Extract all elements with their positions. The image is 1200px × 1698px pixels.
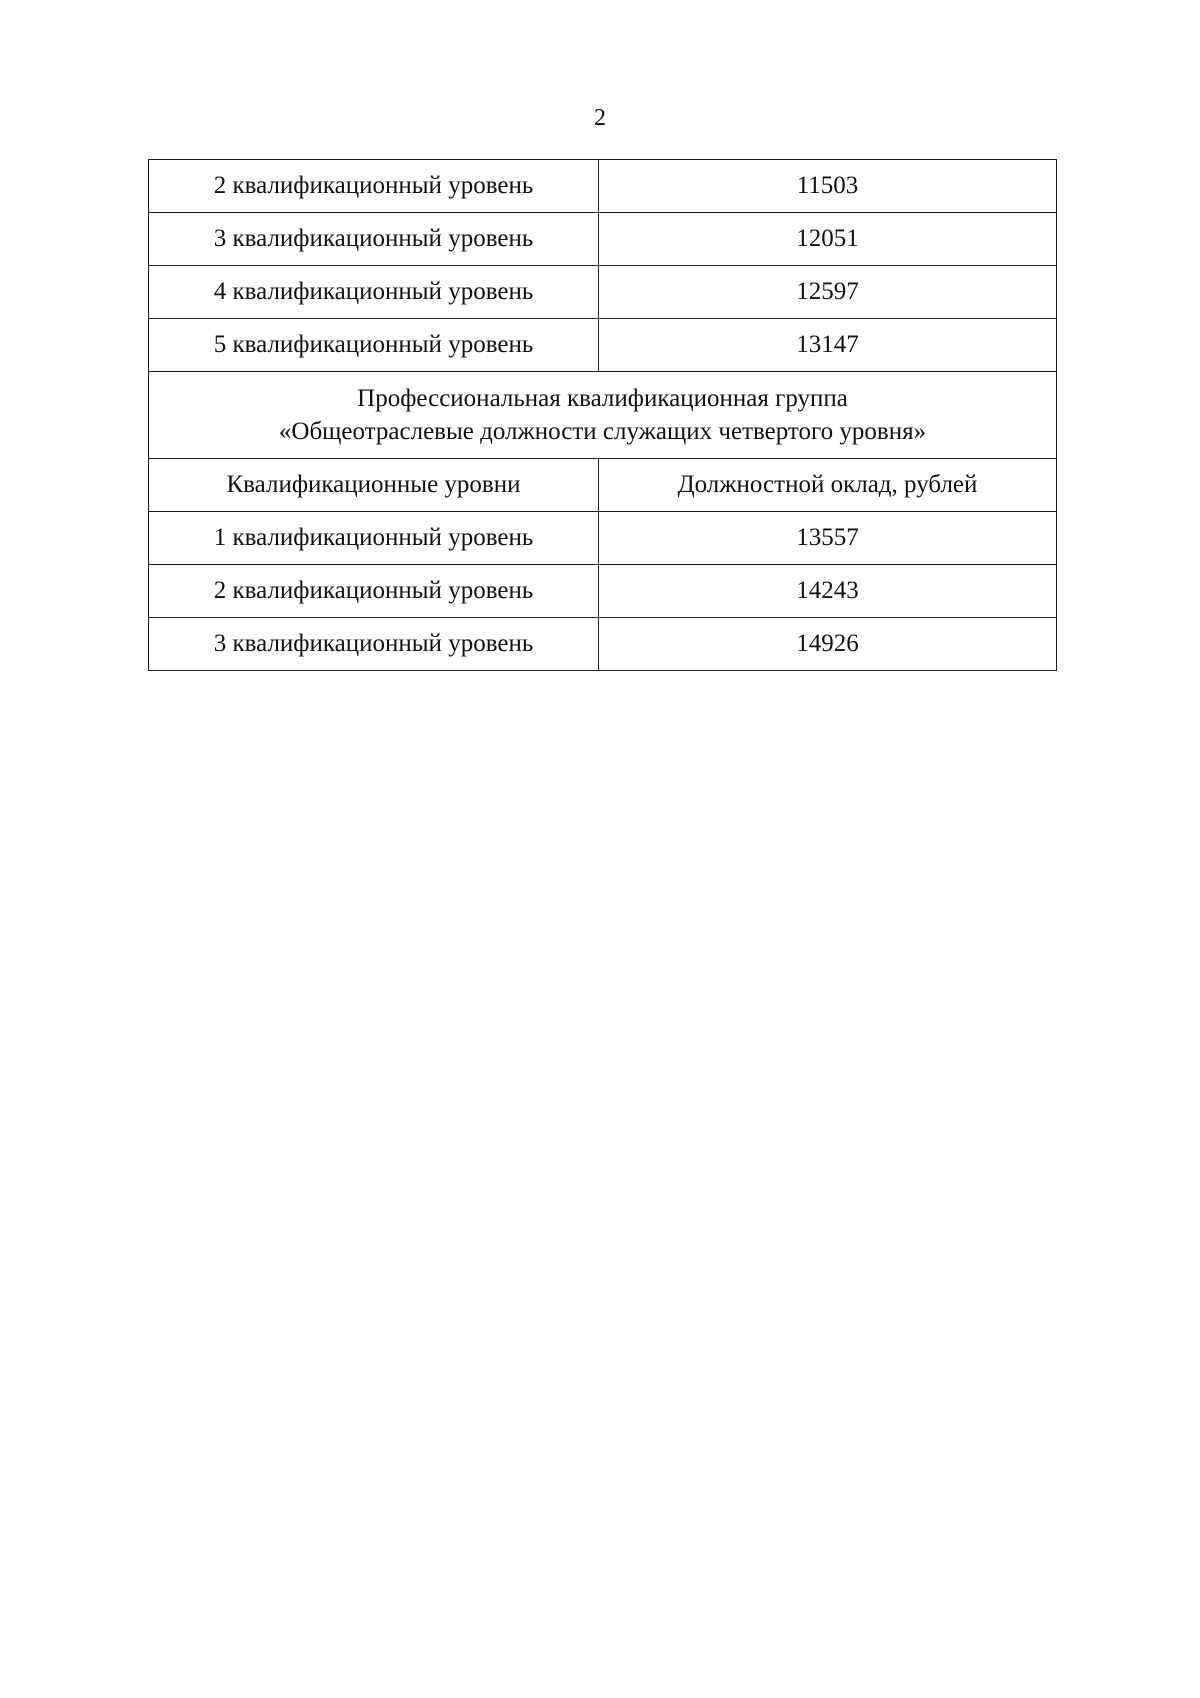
table-row xyxy=(149,319,1057,372)
salary-cell: 14243 xyxy=(599,565,1057,618)
group-title-line-1: Профессиональная квалификационная группа xyxy=(357,385,848,412)
table-row xyxy=(149,266,1057,319)
salary-table xyxy=(148,159,1057,671)
salary-cell: 12051 xyxy=(599,213,1057,266)
salary-cell: 13557 xyxy=(599,512,1057,565)
table-row xyxy=(149,618,1057,671)
level-cell: 1 квалификационный уровень xyxy=(149,512,599,565)
table-row xyxy=(149,160,1057,213)
level-cell: 3 квалификационный уровень xyxy=(149,618,599,671)
page-number: 2 xyxy=(594,105,606,131)
group-title-row xyxy=(149,372,1057,459)
level-cell: 5 квалификационный уровень xyxy=(149,319,599,372)
salary-cell: 13147 xyxy=(599,319,1057,372)
level-cell: 2 квалификационный уровень xyxy=(149,565,599,618)
level-cell: 4 квалификационный уровень xyxy=(149,266,599,319)
column-header-levels: Квалификационные уровни xyxy=(149,459,599,512)
column-header-salary: Должностной оклад, рублей xyxy=(599,459,1057,512)
level-cell: 2 квалификационный уровень xyxy=(149,160,599,213)
group-title-cell xyxy=(149,372,1057,459)
salary-cell: 14926 xyxy=(599,618,1057,671)
table-row xyxy=(149,565,1057,618)
salary-cell: 12597 xyxy=(599,266,1057,319)
group-title-line-2: «Общеотраслевые должности служащих четвертого уровня» xyxy=(278,418,927,445)
table-row xyxy=(149,213,1057,266)
salary-cell: 11503 xyxy=(599,160,1057,213)
table-row xyxy=(149,512,1057,565)
table-header-row xyxy=(149,459,1057,512)
level-cell: 3 квалификационный уровень xyxy=(149,213,599,266)
